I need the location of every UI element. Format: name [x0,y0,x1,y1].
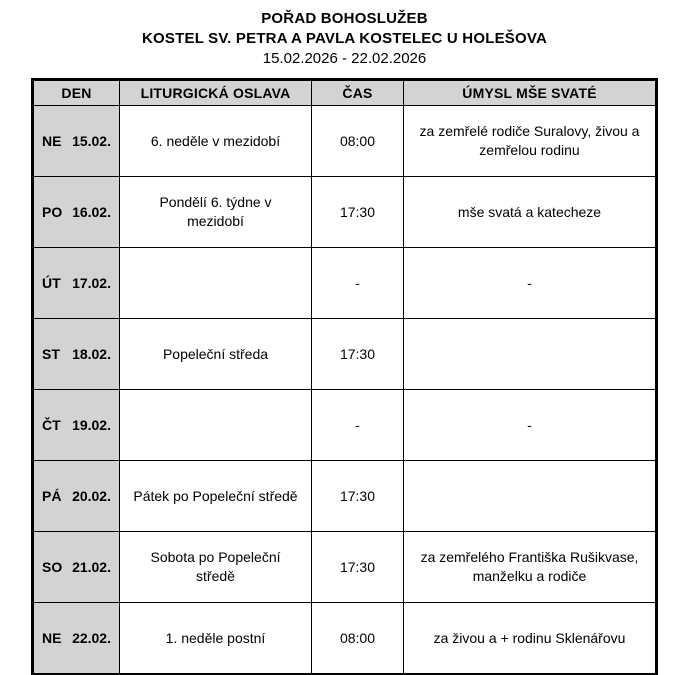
date-range: 15.02.2026 - 22.02.2026 [262,50,427,67]
day-label [34,203,119,222]
day-abbrev: PO [42,203,63,220]
day-date: 22.02. [72,629,111,646]
celebration-cell: Popeleční středa [120,319,312,390]
table-row-sunday-22 [33,603,657,675]
day-label [34,132,119,151]
day-cell [33,106,120,177]
table-row-saturday-21 [33,532,657,603]
column-header-celebration: LITURGICKÁ OSLAVA [120,80,312,106]
table-row-thursday-19 [33,390,657,461]
day-date: 15.02. [72,132,111,149]
day-label [34,345,119,364]
table-row-wednesday-18 [33,319,657,390]
day-abbrev: NE [42,132,62,149]
day-label [34,629,119,648]
day-cell [33,319,120,390]
schedule-table [31,78,658,675]
day-date: 16.02. [72,203,111,220]
day-cell [33,248,120,319]
document-header [0,0,689,69]
table-row-monday-16 [33,177,657,248]
day-date: 21.02. [72,558,111,575]
celebration-cell: 6. neděle v mezidobí [120,106,312,177]
day-label [34,558,119,577]
intention-cell: mše svatá a katecheze [404,177,657,248]
time-cell: 08:00 [312,106,404,177]
day-date: 17.02. [72,274,111,291]
time-cell: 17:30 [312,532,404,603]
time-cell: - [312,248,404,319]
column-header-day: DEN [33,80,120,106]
day-date: 20.02. [72,487,111,504]
day-abbrev: ÚT [42,274,61,291]
celebration-cell: 1. neděle postní [120,603,312,675]
time-cell: 17:30 [312,319,404,390]
table-row-tuesday-17 [33,248,657,319]
celebration-cell: Pátek po Popeleční středě [120,461,312,532]
day-cell [33,390,120,461]
celebration-cell [120,248,312,319]
celebration-cell: Sobota po Popeleční středě [120,532,312,603]
day-abbrev: ST [42,345,60,362]
day-abbrev: NE [42,629,62,646]
time-cell: - [312,390,404,461]
column-header-time: ČAS [312,80,404,106]
day-label [34,274,119,293]
day-cell [33,532,120,603]
intention-cell: - [404,248,657,319]
intention-cell: za zemřelého Františka Rušikvase, manželku a rodiče [404,532,657,603]
day-label [34,487,119,506]
day-cell [33,177,120,248]
day-abbrev: PÁ [42,487,62,504]
church-name: KOSTEL SV. PETRA A PAVLA KOSTELEC U HOLEŠOVA [142,30,547,47]
day-cell [33,603,120,675]
intention-cell [404,461,657,532]
day-abbrev: SO [42,558,63,575]
time-cell: 17:30 [312,461,404,532]
column-header-intention: ÚMYSL MŠE SVATÉ [404,80,657,106]
intention-cell: za živou a + rodinu Sklenářovu [404,603,657,675]
table-row-sunday-15 [33,106,657,177]
day-date: 18.02. [72,345,111,362]
time-cell: 08:00 [312,603,404,675]
celebration-cell: Pondělí 6. týdne v mezidobí [120,177,312,248]
time-cell: 17:30 [312,177,404,248]
day-label [34,416,119,435]
intention-cell: - [404,390,657,461]
day-cell [33,461,120,532]
intention-cell: za zemřelé rodiče Suralovy, živou a zemřelou rodinu [404,106,657,177]
page-title: POŘAD BOHOSLUŽEB [261,10,428,27]
table-header-row [33,80,657,106]
day-date: 19.02. [72,416,111,433]
table-row-friday-20 [33,461,657,532]
day-abbrev: ČT [42,416,61,433]
celebration-cell [120,390,312,461]
intention-cell [404,319,657,390]
